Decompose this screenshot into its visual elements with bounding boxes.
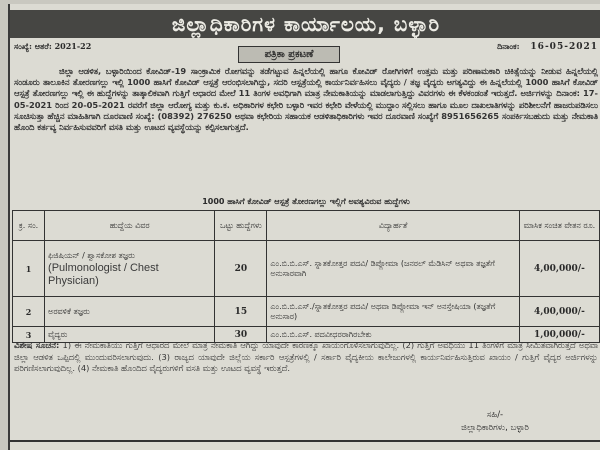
header-count: ಒಟ್ಟು ಹುದ್ದೆಗಳು — [215, 211, 267, 241]
cell-count: 20 — [215, 241, 267, 297]
date-block — [497, 41, 598, 52]
body-paragraph: ಜಿಲ್ಲಾ ಆಡಳಿತ, ಬಳ್ಳಾರಿಯಿಂದ ಕೋವಿಡ್-19 ಸಾಂಕ್ರಾಮಿಕ ರೋಗವನ್ನು ತಡೆಗಟ್ಟುವ ಹಿನ್ನಲೆಯಲ್ಲಿ ಹಾಗೂ ಕೋವಿಡ್ ರೋಗಿಗಳಿಗೆ ಉತ್ತಮ ಮತ್ತು ಪರಿಣಾಮಕಾರಿ ಚಿಕಿತ್ಸೆಯನ್ನು ನೀಡುವ ಹಿನ್ನಲೆಯಲ್ಲಿ ಸಂಡೂರು ತಾಲೂಕಿನ ತೋರಣಗಲ್ಲು ಇಲ್ಲಿ 1000 ಹಾಸಿಗೆ ಕೋವಿಡ್ ಆಸ್ಪತ್ರೆ ಆರಂಭಿಸಲಾಗಿದ್ದು, ಸದರಿ ಆಸ್ಪತ್ರೆಯಲ್ಲಿ ಕಾರ್ಯನಿರ್ವಹಿಸಲು ವೈದ್ಯರು / ತಜ್ಞ ವೈದ್ಯರು ಅಗತ್ಯವಿದ್ದು ಈ ಹಿನ್ನಲೆಯಲ್ಲಿ 1000 ಹಾಸಿಗೆ ಕೋವಿಡ್ ಆಸ್ಪತ್ರೆ ತೋರಣಗಲ್ಲು ಇಲ್ಲಿ ಈ ಹುದ್ದೆಗಳನ್ನು ತಾತ್ಕಾಲಿಕವಾಗಿ ಗುತ್ತಿಗೆ ಆಧಾರದ ಮೇಲೆ 11 ತಿಂಗಳ ಅವಧಿಗಾಗಿ ಮಾತ್ರ ನೇಮಕಾತಿಯನ್ನು ಮಾಡಲಾಗುತ್ತಿದ್ದು ವಿವರಗಳು ಈ ಕೆಳಕಂಡಂತೆ ಇರುತ್ತದೆ. ಅರ್ಜಿಗಳನ್ನು ದಿನಾಂಕ: 17-05-2021 ರಿಂದ 20-05-2021 ರವರೆಗೆ ಜಿಲ್ಲಾ ಆರೋಗ್ಯ ಮತ್ತು ಕು.ಕ. ಅಧಿಕಾರಿಗಳ ಕಛೇರಿ ಬಳ್ಳಾರಿ ಇವರ ಕಛೇರಿ ವೇಳೆಯಲ್ಲಿ ಮುದ್ದಾಂ ಸಲ್ಲಿಸಲು ಹಾಗೂ ಮೂಲ ದಾಖಲಾತಿಗಳನ್ನು ಪರಿಶೀಲನೆಗೆ ಹಾಜರುಪಡಿಸಲು ಸೂಚಿಸುತ್ತಾ ಹೆಚ್ಚಿನ ಮಾಹಿತಿಗಾಗಿ ದೂರವಾಣಿ ಸಂಖ್ಯೆ: (08392) 276250 ಅಥವಾ ಕಛೇರಿಯ ಸಹಾಯಕ ಆಡಳಿತಾಧಿಕಾರಿಗಳು ಇವರ ದೂರವಾಣಿ ಸಂಖ್ಯೆಗೆ 8951656265 ಸಂಪರ್ಕಿಸಬಹುದು ಮತ್ತು ನೇಮಕಾತಿ ಹೊಂದಿ ಕರ್ತವ್ಯ ನಿರ್ವಹಿಸುವವರಿಗೆ ವಸತಿ ಮತ್ತು ಊಟದ ವ್ಯವಸ್ಥೆಯನ್ನು ಕಲ್ಪಿಸಲಾಗುತ್ತದೆ. — [14, 66, 598, 133]
header-qualification: ವಿದ್ಯಾರ್ಹತೆ — [267, 211, 519, 241]
table-row — [13, 241, 600, 297]
date-value: 16-05-2021 — [530, 42, 598, 52]
cell-qualification: ಎಂ.ಬಿ.ಬಿ.ಎಸ್. ಪದವೀಧರರಾಗಿರಬೇಕು — [267, 327, 519, 343]
bottom-divider — [10, 440, 600, 442]
cell-pay: 4,00,000/- — [519, 297, 599, 327]
header-pay: ಮಾಸಿಕ ಸಂಚಿತ ವೇತನ ರೂ. — [519, 211, 599, 241]
cell-count: 15 — [215, 297, 267, 327]
signature-block — [390, 409, 600, 435]
signatory-designation: ಜಿಲ್ಲಾಧಿಕಾರಿಗಳು, ಬಳ್ಳಾರಿ — [461, 423, 529, 433]
post-name-kannada: ಫಿಜಿಷಿಯನ್ / ಶ್ವಾಸಕೋಶ ತಜ್ಞರು — [48, 250, 135, 260]
press-release-title: ಪತ್ರಿಕಾ ಪ್ರಕಟಣೆ — [238, 46, 340, 63]
cell-post — [45, 241, 215, 297]
cell-pay: 4,00,000/- — [519, 241, 599, 297]
vacancy-table — [12, 210, 600, 343]
special-notes — [14, 340, 598, 375]
cell-pay: 1,00,000/- — [519, 327, 599, 343]
header-sl-no: ಕ್ರ. ಸಂ. — [13, 211, 45, 241]
cell-sl-no: 1 — [13, 241, 45, 297]
cell-qualification: ಎಂ.ಬಿ.ಬಿ.ಎಸ್. ಸ್ನಾತಕೋತ್ತರ ಪದವಿ/ ಡಿಪ್ಲೋಮಾ (ಜನರಲ್ ಮೆಡಿಸಿನ್ ಅಥವಾ ತಜ್ಞತೆಗೆ ಅನುಸಾರವಾಗಿ — [267, 241, 519, 297]
cell-sl-no: 3 — [13, 327, 45, 343]
header-post: ಹುದ್ದೆಯ ವಿವರ — [45, 211, 215, 241]
post-name-kannada: ವೈದ್ಯರು — [48, 329, 68, 339]
table-row — [13, 297, 600, 327]
post-name-english: (Pulmonologist / Chest Physician) — [48, 261, 159, 287]
notes-text: 1) ಈ ನೇಮಕಾತಿಯು ಗುತ್ತಿಗೆ ಆಧಾರದ ಮೇಲೆ ಮಾತ್ರ ನೇಮಕಾತಿ ಆಗಿದ್ದು ಯಾವುದೇ ಕಾರಣಕ್ಕೂ ಖಾಯಂಗೊಳಿಸಲಾಗುವುದಿಲ್ಲ. (2) ಗುತ್ತಿಗೆ ಅವಧಿಯು 11 ತಿಂಗಳಿಗೆ ಮಾತ್ರ ಸೀಮಿತವಾಗಿರುತ್ತದೆ ಅಥವಾ ಜಿಲ್ಲಾ ಆಡಳಿತ ಒಪ್ಪಿದಲ್ಲಿ ಮುಂದುವರಿಸಲಾಗುವುದು. (3) ರಾಜ್ಯದ ಯಾವುದೇ ಜಿಲ್ಲೆಯ ಸರ್ಕಾರಿ ಆಸ್ಪತ್ರೆಗಳಲ್ಲಿ / ಸರ್ಕಾರಿ ವೈದ್ಯಕೀಯ ಕಾಲೇಜುಗಳಲ್ಲಿ ಕಾರ್ಯನಿರ್ವಹಿಸುತ್ತಿರುವ ಖಾಯಂ / ಗುತ್ತಿಗೆ ವೈದ್ಯರ ಅರ್ಜಿಗಳನ್ನು ಪರಿಗಣಿಸಲಾಗುವುದಿಲ್ಲ. (4) ನೇಮಕಾತಿ ಹೊಂದಿದ ವೈದ್ಯರುಗಳಿಗೆ ವಸತಿ ಮತ್ತು ಊಟದ ವ್ಯವಸ್ಥೆ ಇರುತ್ತದೆ. — [14, 340, 599, 373]
table-caption: 1000 ಹಾಸಿಗೆ ಕೋವಿಡ್ ಆಸ್ಪತ್ರೆ ತೋರಣಗಲ್ಲು ಇಲ್ಲಿಗೆ ಅವಶ್ಯವಿರುವ ಹುದ್ದೆಗಳು — [202, 197, 410, 206]
cell-sl-no: 2 — [13, 297, 45, 327]
cell-post — [45, 297, 215, 327]
table-header-row — [13, 211, 600, 241]
post-name-kannada: ಅರವಳಿಕೆ ತಜ್ಞರು — [48, 306, 90, 316]
signature-mark: ಸಹಿ/- — [486, 410, 504, 420]
cell-qualification: ಎಂ.ಬಿ.ಬಿ.ಎಸ್./ಸ್ನಾತಕೋತ್ತರ ಪದವಿ/ ಅಥವಾ ಡಿಪ್ಲೋಮಾ ಇನ್ ಅನಸ್ತೇಷಿಯಾ (ತಜ್ಞತೆಗೆ ಅನುಸಾರ) — [267, 297, 519, 327]
reference-number: ಸಂಖ್ಯೆ: ಆತರೆ: 2021-22 — [14, 41, 92, 51]
notes-label: ವಿಶೇಷ ಸೂಚನೆ: — [14, 340, 60, 350]
press-release-document — [8, 4, 600, 450]
office-masthead: ಜಿಲ್ಲಾಧಿಕಾರಿಗಳ ಕಾರ್ಯಾಲಯ, ಬಳ್ಳಾರಿ — [10, 10, 600, 38]
cell-count: 30 — [215, 327, 267, 343]
date-label: ದಿನಾಂಕ: — [497, 41, 520, 51]
